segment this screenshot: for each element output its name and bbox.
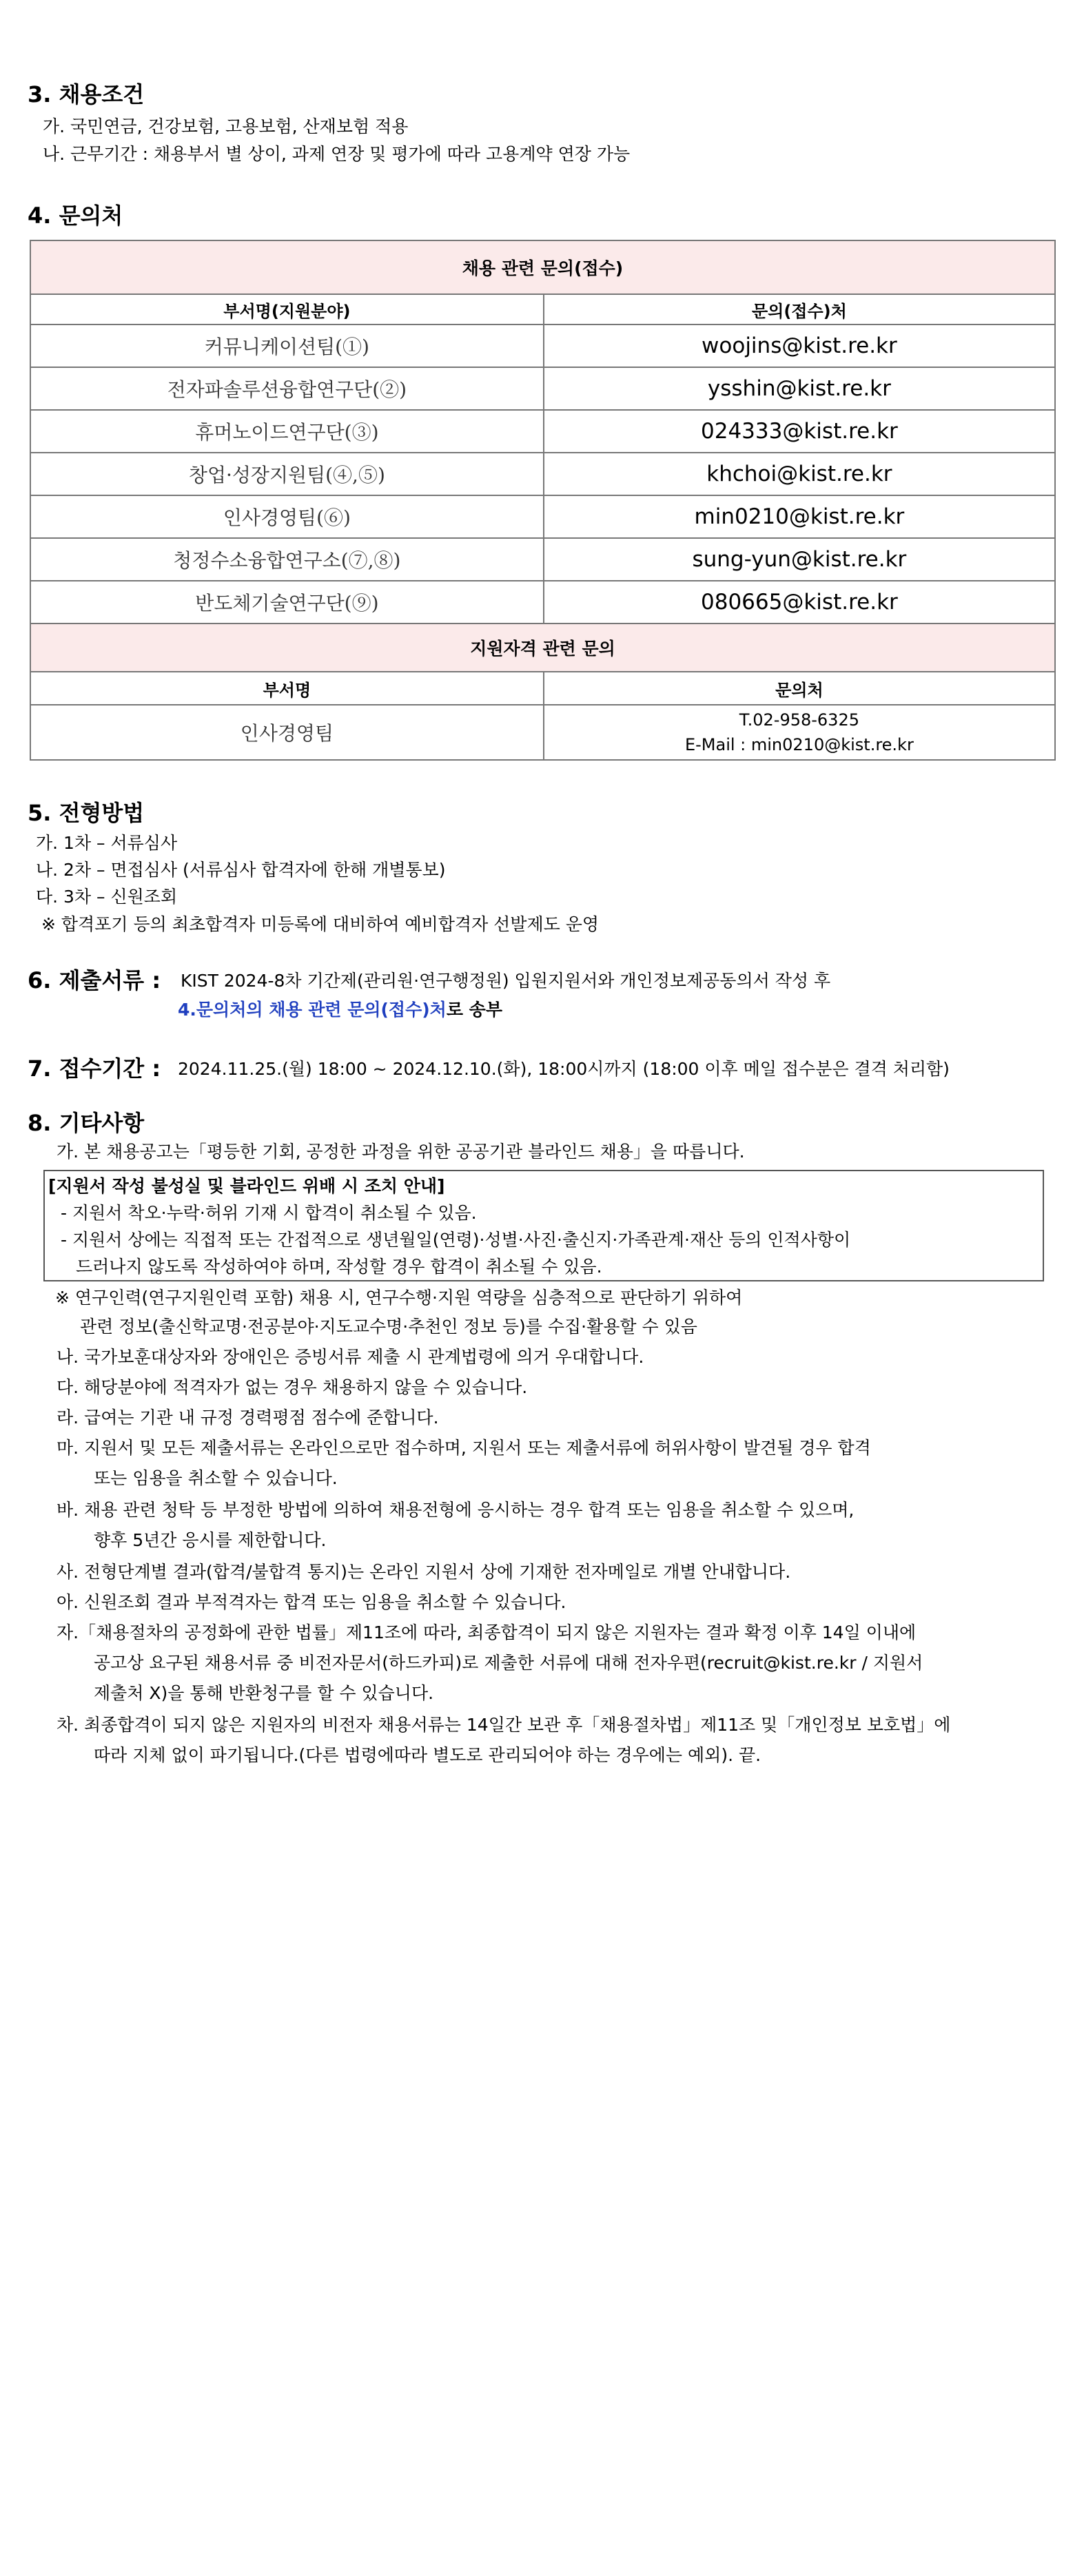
qualification-column-header-row — [30, 672, 1055, 705]
department-cell: 인사경영팀 — [30, 705, 544, 760]
table-header-row — [30, 240, 1055, 294]
column-header-contact: 문의(접수)처 — [544, 294, 1055, 324]
section-8-item-b: 나. 국가보훈대상자와 장애인은 증빙서류 제출 시 관계법령에 의거 우대합니다. — [57, 1347, 644, 1367]
section-6-link[interactable]: 4.문의처의 채용 관련 문의(접수)처 — [178, 1000, 447, 1020]
table-row — [30, 538, 1055, 581]
table-row — [30, 495, 1055, 538]
recruit-inquiry-header: 채용 관련 문의(접수) — [30, 240, 1055, 294]
column-header-contact: 문의처 — [544, 672, 1055, 705]
section-8-item-g: 사. 전형단계별 결과(합격/불합격 통지)는 온라인 지원서 상에 기재한 전자메일로 개별 안내합니다. — [57, 1562, 791, 1582]
section-8-item-d: 라. 급여는 기관 내 규정 경력평점 점수에 준합니다. — [57, 1408, 439, 1428]
section-8-item-f-line-1: 바. 채용 관련 청탁 등 부정한 방법에 의하여 채용전형에 응시하는 경우 합격 또는 임용을 취소할 수 있으며, — [57, 1500, 855, 1520]
section-5-item-c: 다. 3차 – 신원조회 — [36, 887, 178, 907]
section-8-item-h: 아. 신원조회 결과 부적격자는 합격 또는 임용을 취소할 수 있습니다. — [57, 1592, 566, 1612]
section-7-text: 2024.11.25.(월) 18:00 ~ 2024.12.10.(화), 18:00시까지 (18:00 이후 메일 접수분은 결격 처리함) — [178, 1059, 950, 1079]
section-8-note-1: ※ 연구인력(연구지원인력 포함) 채용 시, 연구수행·지원 역량을 심층적으로 판단하기 위하여 — [55, 1288, 743, 1308]
department-cell: 창업·성장지원팀(④,⑤) — [30, 453, 544, 495]
notice-box-line-1: - 지원서 착오·누락·허위 기재 시 합격이 취소될 수 있음. — [61, 1203, 477, 1223]
notice-box-title: [지원서 작성 불성실 및 블라인드 위배 시 조치 안내] — [48, 1176, 445, 1196]
email-link[interactable]: min0210@kist.re.kr — [544, 495, 1055, 538]
qualification-row — [30, 705, 1055, 760]
qualification-inquiry-header: 지원자격 관련 문의 — [30, 624, 1055, 672]
email-link[interactable]: 024333@kist.re.kr — [544, 410, 1055, 453]
email-link[interactable]: ysshin@kist.re.kr — [544, 367, 1055, 410]
notice-box-line-3: 드러나지 않도록 작성하여야 하며, 작성할 경우 합격이 취소될 수 있음. — [76, 1257, 602, 1277]
section-8-note-2: 관련 정보(출신학교명·전공분야·지도교수명·추천인 정보 등)를 수집·활용할 수 있음 — [80, 1317, 697, 1337]
section-8-item-f-line-2: 향후 5년간 응시를 제한합니다. — [94, 1530, 327, 1550]
section-7-title: 7. 접수기간 : — [28, 1055, 161, 1082]
table-column-header-row — [30, 294, 1055, 324]
email-link[interactable]: 080665@kist.re.kr — [544, 581, 1055, 624]
email-link[interactable]: sung-yun@kist.re.kr — [544, 538, 1055, 581]
email-link[interactable]: khchoi@kist.re.kr — [544, 453, 1055, 495]
section-5-item-a: 가. 1차 – 서류심사 — [36, 833, 178, 853]
notice-box-line-2: - 지원서 상에는 직접적 또는 간접적으로 생년월일(연령)·성별·사진·출신지·가족관계·재산 등의 인적사항이 — [61, 1230, 851, 1250]
table-row — [30, 367, 1055, 410]
qualification-header-row — [30, 624, 1055, 672]
contact-table — [30, 240, 1056, 761]
department-cell: 커뮤니케이션팀(①) — [30, 324, 544, 367]
section-5-item-b: 나. 2차 – 면접심사 (서류심사 합격자에 한해 개별통보) — [36, 860, 446, 880]
section-8-item-e-line-1: 마. 지원서 및 모든 제출서류는 온라인으로만 접수하며, 지원서 또는 제출서류에 허위사항이 발견될 경우 합격 — [57, 1438, 871, 1458]
phone-number: T.02-958-6325 — [739, 710, 859, 730]
section-4-title: 4. 문의처 — [28, 203, 123, 229]
section-8-title: 8. 기타사항 — [28, 1110, 145, 1136]
section-8-item-i-line-2: 공고상 요구된 채용서류 중 비전자문서(하드카피)로 제출한 서류에 대해 전자우편(recruit@kist.re.kr / 지원서 — [94, 1653, 923, 1673]
section-6-title: 6. 제출서류 : — [28, 967, 161, 993]
section-3-item-b: 나. 근무기간 : 채용부서 별 상이, 과제 연장 및 평가에 따라 고용계약 연장 가능 — [43, 144, 631, 164]
table-row — [30, 581, 1055, 624]
section-6-destination — [178, 996, 502, 1021]
department-cell: 전자파솔루션융합연구단(②) — [30, 367, 544, 410]
section-8-item-j-line-1: 차. 최종합격이 되지 않은 지원자의 비전자 채용서류는 14일간 보관 후「채용절차법」제11조 및「개인정보 보호법」에 — [57, 1715, 951, 1735]
qualification-contact-cell — [544, 705, 1055, 760]
section-6-text: KIST 2024-8차 기간제(관리원·연구행정원) 입원지원서와 개인정보제공동의서 작성 후 — [181, 971, 831, 991]
section-8-item-i-line-3: 제출처 X)을 통해 반환청구를 할 수 있습니다. — [94, 1683, 434, 1703]
section-8-item-c: 다. 해당분야에 적격자가 없는 경우 채용하지 않을 수 있습니다. — [57, 1377, 528, 1397]
column-header-department: 부서명 — [30, 672, 544, 705]
table-row — [30, 410, 1055, 453]
section-6-tail: 로 송부 — [446, 1000, 502, 1020]
section-3-item-a: 가. 국민연금, 건강보험, 고용보험, 산재보험 적용 — [43, 116, 409, 136]
department-cell: 인사경영팀(⑥) — [30, 495, 544, 538]
section-5-title: 5. 전형방법 — [28, 800, 145, 826]
table-row — [30, 453, 1055, 495]
section-8-item-e-line-2: 또는 임용을 취소할 수 있습니다. — [94, 1468, 338, 1488]
department-cell: 반도체기술연구단(⑨) — [30, 581, 544, 624]
email-link[interactable]: woojins@kist.re.kr — [544, 324, 1055, 367]
section-8-item-a: 가. 본 채용공고는「평등한 기회, 공정한 과정을 위한 공공기관 블라인드 채용」을 따릅니다. — [57, 1142, 745, 1162]
department-cell: 청정수소융합연구소(⑦,⑧) — [30, 538, 544, 581]
table-row — [30, 324, 1055, 367]
column-header-department: 부서명(지원분야) — [30, 294, 544, 324]
section-8-item-j-line-2: 따라 지체 없이 파기됩니다.(다른 법령에따라 별도로 관리되어야 하는 경우에는 예외). 끝. — [94, 1745, 761, 1765]
section-5-note: ※ 합격포기 등의 최초합격자 미등록에 대비하여 예비합격자 선발제도 운영 — [41, 914, 600, 934]
department-cell: 휴머노이드연구단(③) — [30, 410, 544, 453]
section-8-item-i-line-1: 자.「채용절차의 공정화에 관한 법률」제11조에 따라, 최종합격이 되지 않은 지원자는 결과 확정 이후 14일 이내에 — [57, 1622, 917, 1642]
section-3-title: 3. 채용조건 — [28, 81, 145, 107]
email-link[interactable]: E-Mail : min0210@kist.re.kr — [684, 735, 914, 754]
